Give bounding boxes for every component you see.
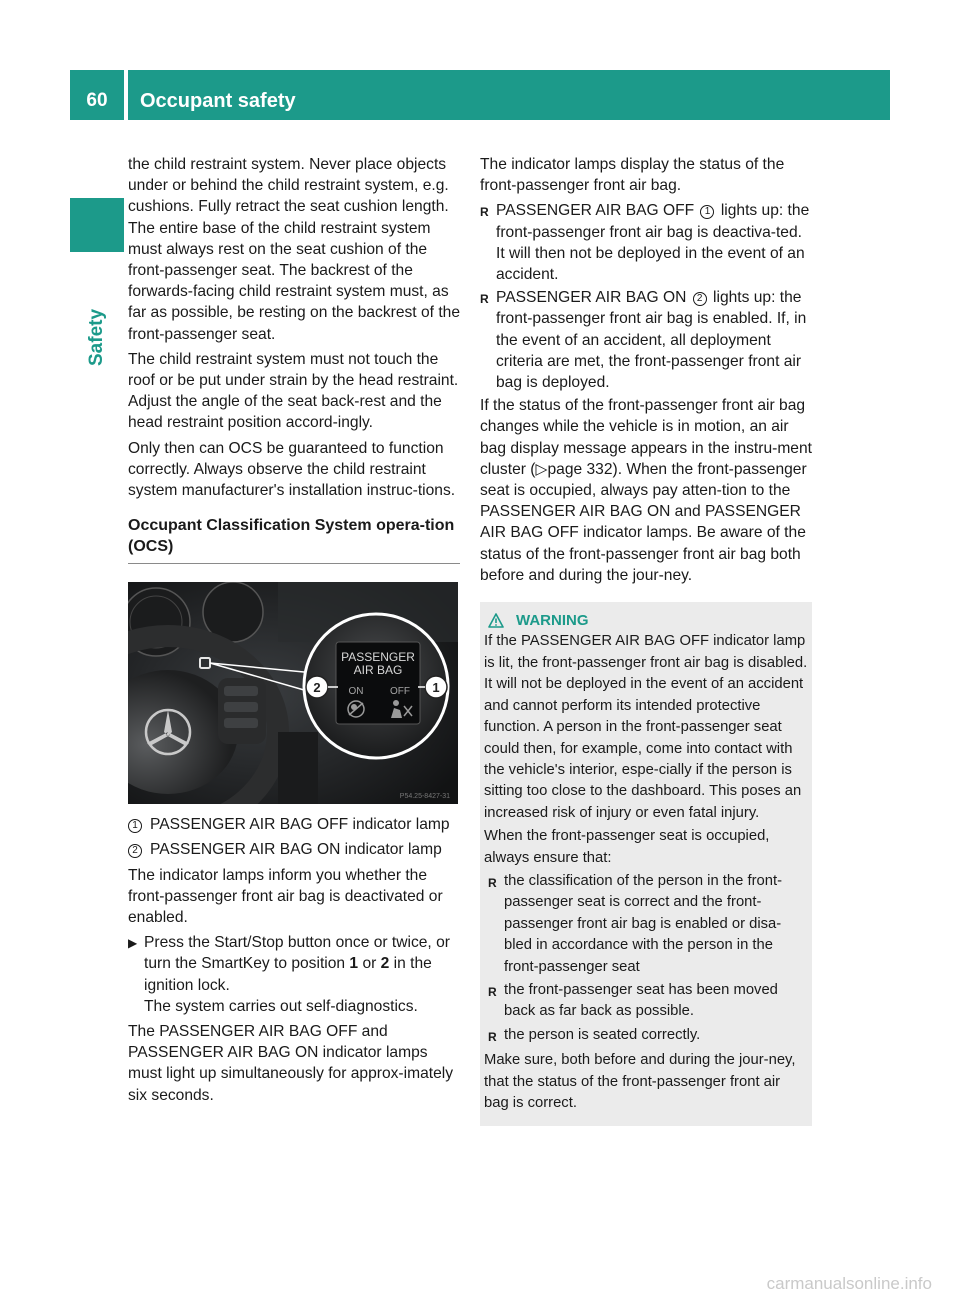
callout-number: 2 <box>693 292 707 306</box>
warning-title: WARNING <box>516 612 589 630</box>
fig-on-label: ON <box>348 686 364 698</box>
bullet-icon: R <box>480 292 489 307</box>
step-arrow-icon: ▶ <box>128 936 138 951</box>
fig-label-line1: PASSENGER <box>341 650 415 665</box>
list-item: R PASSENGER AIR BAG ON 2 lights up: the front-passenger front air bag is enabled. If, in the event of an accident, all deployment criteria are met, the front-passenger front air bag is deployed. <box>480 287 812 393</box>
fig-off-label: OFF <box>390 686 410 698</box>
legend-text: PASSENGER AIR BAG OFF indicator lamp <box>150 816 450 834</box>
bullet-icon: R <box>488 1029 497 1044</box>
page-ref-arrow-icon: ▷ <box>535 460 548 478</box>
chapter-title: Occupant safety <box>140 90 296 112</box>
page-number: 60 <box>86 90 108 111</box>
callout-number: 2 <box>128 844 142 858</box>
paragraph: The child restraint system must not touch the roof or be put under strain by the head restraint. Adjust the angle of the seat back-rest and the head restraint position accord-ingly. <box>128 350 459 432</box>
dashboard-illustration <box>128 582 458 804</box>
bullet-icon: R <box>488 875 497 890</box>
side-tab-block <box>70 198 124 252</box>
paragraph: When the front-passenger seat is occupied, always ensure that: <box>484 828 770 866</box>
paragraph: The indicator lamps inform you whether the front-passenger front air bag is deactivated or enabled. <box>128 866 443 927</box>
bullet-icon: R <box>480 205 489 220</box>
step-result: The system carries out self-diagnostics. <box>144 997 418 1015</box>
warning-triangle-icon <box>488 613 504 628</box>
paragraph: If the PASSENGER AIR BAG OFF indicator lamp is lit, the front-passenger front air bag is disabled. It will not be deployed in the event of an accident and cannot perform its intended protective function. A person in the front-passenger seat could then, for example, come into contact with the vehicle's interior, espe-cially if the person is sitting too close to the dashboard. This poses an increased risk of injury or even fatal injury. <box>484 633 808 821</box>
warning-box <box>480 602 812 1126</box>
list-item: R the front-passenger seat has been moved back as far back as possible. <box>484 980 808 1023</box>
ocs-figure <box>128 582 458 804</box>
fig-label-line2: AIR BAG <box>353 663 403 678</box>
paragraph: The indicator lamps display the status of the front-passenger front air bag. <box>480 156 785 195</box>
header-divider <box>124 70 128 120</box>
warning-header <box>484 610 808 631</box>
site-watermark: carmanualsonline.info <box>766 1274 932 1293</box>
list-item: R PASSENGER AIR BAG OFF 1 lights up: the front-passenger front air bag is deactiva-ted. It will then not be deployed in the event of an accident. <box>480 200 812 285</box>
svg-text:2: 2 <box>313 680 321 696</box>
paragraph: The PASSENGER AIR BAG OFF and PASSENGER AIR BAG ON indicator lamps must light up simultaneously for approx-imately six seconds. <box>128 1023 454 1104</box>
callout-1 <box>425 676 447 698</box>
callout-number: 1 <box>128 819 142 833</box>
legend-item <box>128 839 460 860</box>
right-column <box>480 154 812 1126</box>
bullet-icon: R <box>488 984 497 999</box>
legend-item <box>128 814 460 835</box>
list-item: R the classification of the person in the front-passenger seat is correct and the front-passenger front air bag is enabled or disa-bled in accordance with the person in the front-passenger seat <box>484 871 808 978</box>
callout-2 <box>306 676 328 698</box>
paragraph: Only then can OCS be guaranteed to function correctly. Always observe the child restraint system manufacturer's installation instruc-tions. <box>128 439 456 500</box>
svg-text:1: 1 <box>432 680 440 696</box>
legend-text: PASSENGER AIR BAG ON indicator lamp <box>150 841 442 859</box>
side-tab-label: Safety <box>86 308 107 366</box>
paragraph: Make sure, both before and during the jour-ney, that the status of the front-passenger front air bag is correct. <box>484 1052 796 1111</box>
instruction-step: ▶ Press the Start/Stop button once or twice, or turn the SmartKey to position 1 or 2 in the ignition lock. The system carries out self-diagnostics. <box>128 932 460 1017</box>
paragraph: the child restraint system. Never place objects under or behind the child restraint system, e.g. cushions. Fully retract the seat cushion length. The entire base of the child restraint system must always rest on the seat cushion of the front-passenger seat. The backrest of the forwards-facing child restraint system must, as far as possible, be resting on the backrest of the front-passenger seat. <box>128 156 460 343</box>
list-item: R the person is seated correctly. <box>484 1025 808 1048</box>
figure-watermark: P54.25-8427-31 <box>399 793 450 801</box>
callout-number: 1 <box>700 205 714 219</box>
section-heading: Occupant Classification System opera-tion (OCS) <box>128 515 460 564</box>
left-column <box>128 154 460 1110</box>
page-reference-link[interactable]: page 332 <box>547 460 613 478</box>
paragraph: If the status of the front-passenger front air bag changes while the vehicle is in motion, an air bag display message appears in the instru-ment cluster (▷page 332). When the front-passenger seat is occupied, always pay atten-tion to the PASSENGER AIR BAG ON and PASSENGER AIR BAG OFF indicator lamps. Be aware of the status of the front-passenger front air bag both before and during the jour-ney. <box>480 397 812 584</box>
